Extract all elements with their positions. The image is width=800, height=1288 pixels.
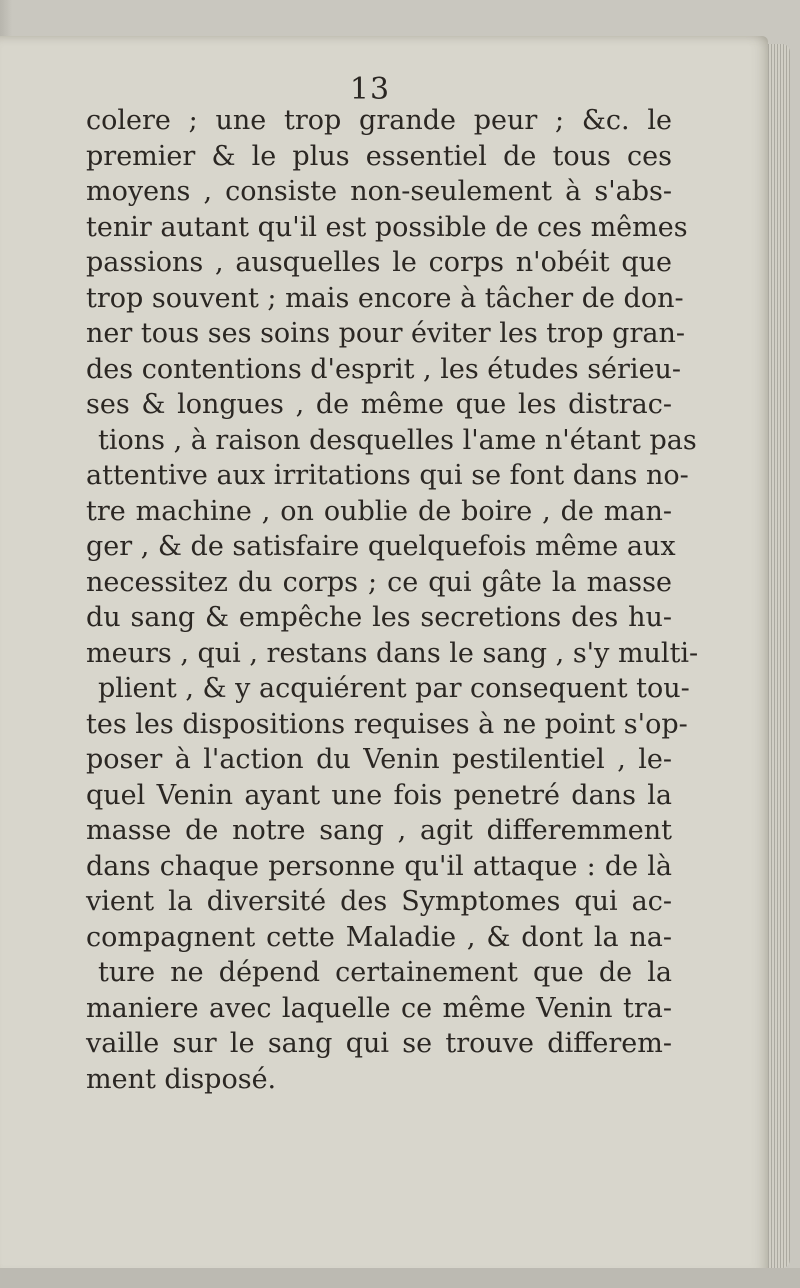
text-line: dans chaque personne qu'il attaque : de là [86,850,672,882]
text-line: ment disposé. [86,1063,277,1095]
text-line: tenir autant qu'il est possible de ces mêmes [86,211,688,243]
text-line: tes les dispositions requises à ne point s'op- [86,708,688,740]
text-line: passions , ausquelles le corps n'obéit que [86,247,672,278]
text-line: poser à l'action du Venin pestilentiel , le- [86,744,672,775]
page-number: 13 [349,72,391,107]
text-line: vaille sur le sang qui se trouve differem- [86,1028,672,1059]
body-text [86,103,699,1097]
text-line: quel Venin ayant une fois penetré dans la [86,779,672,811]
text-line: du sang & empêche les secretions des hu- [86,602,672,633]
text-line: plient , & y acquiérent par consequent tou- [98,673,690,704]
text-line: trop souvent ; mais encore à tâcher de don- [86,282,684,314]
scan-bottom-margin [0,1268,800,1288]
text-line: ner tous ses soins pour éviter les trop gran- [86,318,685,349]
text-line: maniere avec laquelle ce même Venin tra- [86,992,672,1024]
text-line: compagnent cette Maladie , & dont la na- [86,921,672,953]
text-line: ses & longues , de même que les distrac- [86,389,672,420]
text-line: moyens , consiste non-seulement à s'abs- [86,176,672,207]
text-line: attentive aux irritations qui se font dans no- [86,460,689,491]
text-line: colere ; une trop grande peur ; &c. le [86,105,672,136]
text-line: necessitez du corps ; ce qui gâte la masse [86,566,672,598]
text-line: tre machine , on oublie de boire , de man- [86,495,672,527]
text-line: ture ne dépend certainement que de la [98,957,672,988]
text-line: ger , & de satisfaire quelquefois même aux [86,531,676,562]
text-line: meurs , qui , restans dans le sang , s'y multi- [86,637,699,669]
text-line: masse de notre sang , agit differemment [86,815,672,846]
text-line: des contentions d'esprit , les études sérieu- [86,353,682,385]
text-line: premier & le plus essentiel de tous ces [86,140,672,172]
text-line: tions , à raison desquelles l'ame n'étant pas [98,424,697,456]
text-line: vient la diversité des Symptomes qui ac- [86,886,672,917]
